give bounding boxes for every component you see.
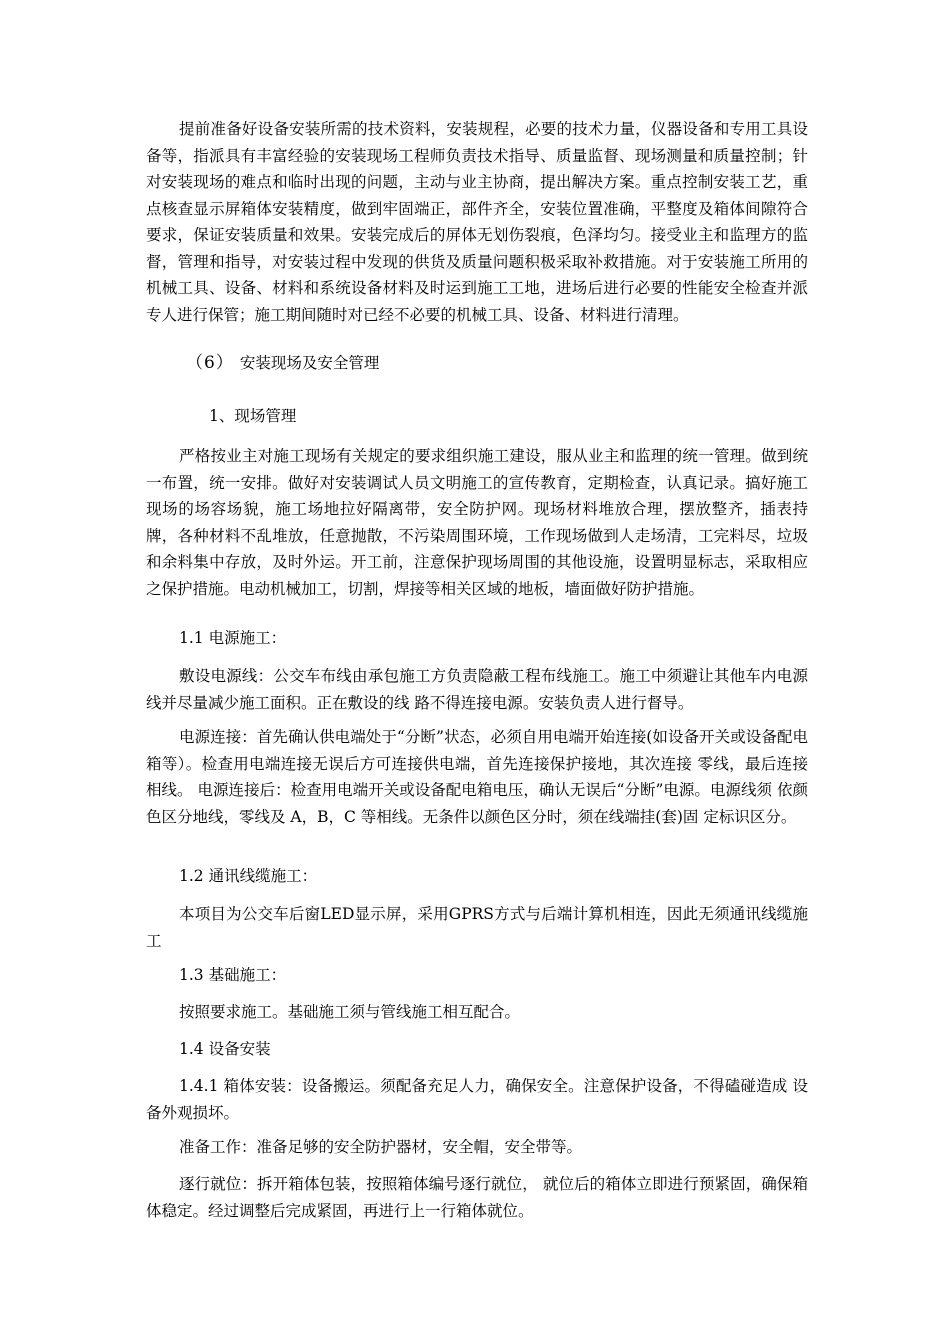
paragraph-positioning: 逐行就位：拆开箱体包装，按照箱体编号逐行就位， 就位后的箱体立即进行预紧固，确保箱体稳定。经过调整后完成紧固，再进行上一行箱体就位。 (146, 1175, 808, 1220)
subsection-heading-power: 1.1 电源施工： (179, 629, 287, 647)
paragraph-foundation: 按照要求施工。基础施工须与管线施工相互配合。 (179, 1003, 521, 1021)
paragraph-cabinet-installation: 1.4.1 箱体安装：设备搬运。须配备充足人力，确保安全。注意保护设备，不得磕碰造成 设备外观损坏。 (146, 1077, 808, 1122)
subsection-heading-site-management: 1、现场管理 (209, 407, 297, 425)
paragraph-power-cabling: 敷设电源线：公交车布线由承包施工方负责隐蔽工程布线施工。施工中须避让其他车内电源线并尽量减少施工面积。正在敷设的线 路不得连接电源。安装负责人进行督导。 (146, 667, 808, 712)
paragraph-preparation: 准备工作：准备足够的安全防护器材，安全帽，安全带等。 (179, 1138, 583, 1156)
paragraph-site-management: 严格按业主对施工现场有关规定的要求组织施工建设，服从业主和监理的统一管理。做到统一布置，统一安排。做好对安装调试人员文明施工的宣传教育，定期检查，认真记录。搞好施工现场的场容场貌，施工场地拉好隔离带，安全防护网。现场材料堆放合理，摆放整齐，插表持牌，各种材料不乱堆放，任意抛散，不污染周围环境，工作现场做到人走场清，工完料尽，垃圾和余料集中存放，及时外运。开工前，注意保护现场周围的其他设施，设置明显标志，采取相应之保护措施。电动机械加工，切割，焊接等相关区域的地板，墙面做好防护措施。 (146, 447, 808, 598)
paragraph-installation-preparation: 提前准备好设备安装所需的技术资料，安装规程，必要的技术力量，仪器设备和专用工具设备等，指派具有丰富经验的安装现场工程师负责技术指导、质量监督、现场测量和质量控制；针对安装现场的难点和临时出现的问题，主动与业主协商，提出解决方案。重点控制安装工艺，重点核查显示屏箱体安装精度，做到牢固端正，部件齐全，安装位置准确，平整度及箱体间隙符合要求，保证安装质量和效果。安装完成后的屏体无划伤裂痕，色泽均匀。接受业主和监理方的监督，管理和指导，对安装过程中发现的供货及质量问题积极采取补救措施。对于安装施工所用的机械工具、设备、材料和系统设备材料及时运到施工工地，进场后进行必要的性能安全检查并派专人进行保管；施工期间随时对已经不必要的机械工具、设备、材料进行清理。 (146, 120, 808, 324)
subsection-heading-equipment: 1.4 设备安装 (179, 1040, 271, 1058)
section-heading-6 (186, 350, 379, 376)
paragraph-communication: 本项目为公交车后窗LED显示屏，采用GPRS方式与后端计算机相连，因此无须通讯线缆施工 (146, 905, 808, 950)
section-title: 安装现场及安全管理 (239, 354, 380, 372)
subsection-heading-foundation: 1.3 基础施工： (179, 966, 287, 984)
section-number: （6） (186, 353, 234, 373)
paragraph-power-connection: 电源连接：首先确认供电端处于“分断”状态，必须自用电端开始连接(如设备开关或设备配电箱等）。检查用电端连接无误后方可连接供电端，首先连接保护接地，其次连接 零线，最后连接相线。 电源连接后：检查用电端开关或设备配电箱电压，确认无误后“分断”电源。电源线须 依颜色区分地线，零线及 A，B，C 等相线。无条件以颜色区分时，须在线端挂(套)固 定标识区分。 (146, 728, 808, 826)
subsection-heading-communication: 1.2 通讯线缆施工： (179, 867, 318, 885)
